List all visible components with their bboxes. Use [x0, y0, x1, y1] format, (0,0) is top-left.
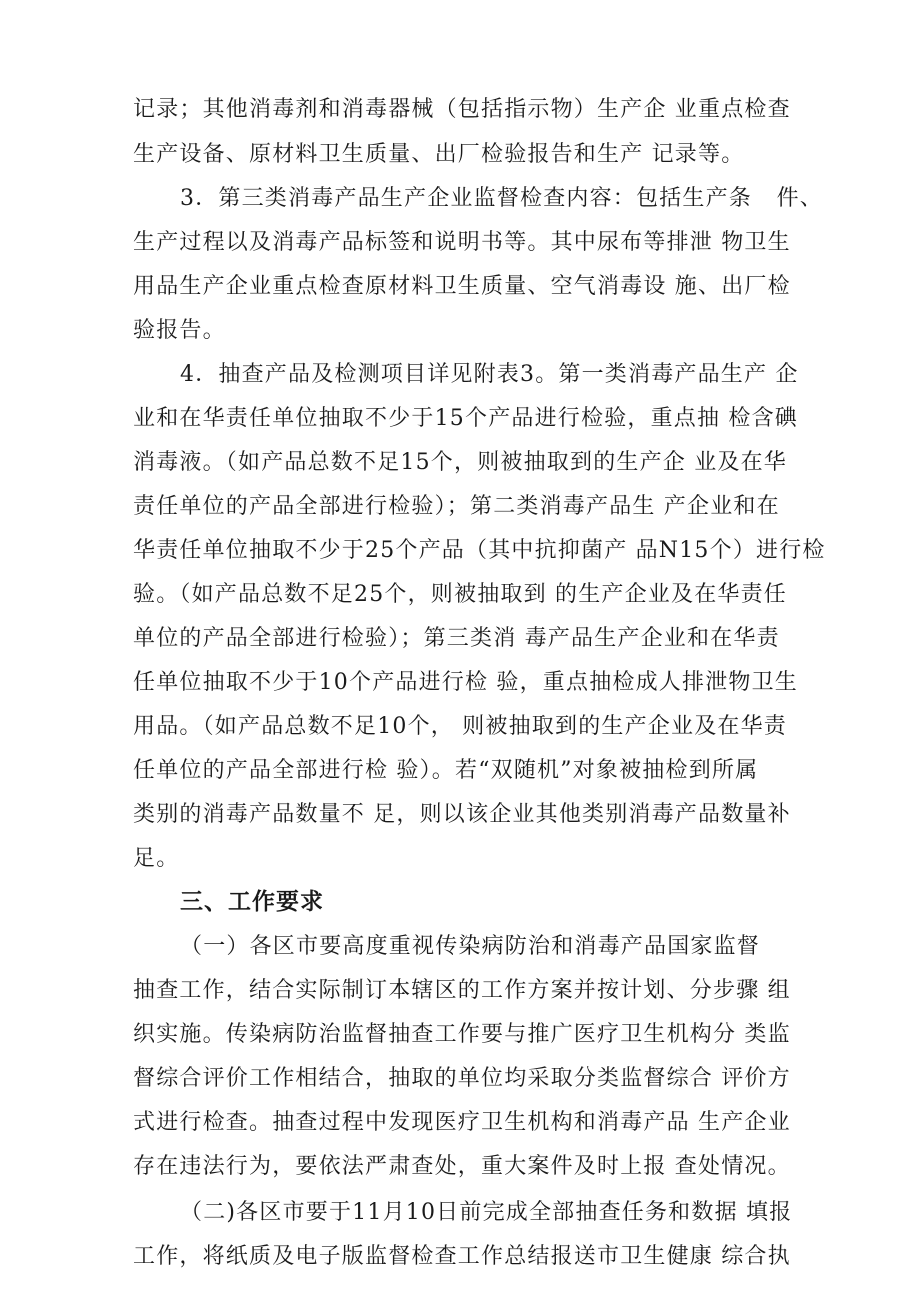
paragraph-line: 类别的消毒产品数量不 足，则以该企业其他类别消毒产品数量补 — [133, 802, 791, 827]
paragraph-line: 织实施。传染病防治监督抽查工作要与推广医疗卫生机构分 类监 — [133, 1022, 791, 1047]
paragraph-line: 足。 — [133, 846, 180, 871]
paragraph-line: 督综合评价工作相结合，抽取的单位均采取分类监督综合 评价方 — [133, 1066, 791, 1091]
paragraph-line: 3．第三类消毒产品生产企业监督检查内容：包括生产条 件、 — [180, 186, 823, 211]
paragraph-line: 单位的产品全部进行检验）；第三类消 毒产品生产企业和在华责 — [133, 626, 780, 651]
paragraph-line: （二)各区市要于11月10日前完成全部抽查任务和数据 填报 — [180, 1200, 793, 1225]
paragraph-line: 任单位的产品全部进行检 验）。若“双随机”对象被抽检到所属 — [133, 758, 759, 783]
paragraph-line: 4．抽查产品及检测项目详见附表3。第一类消毒产品生产 企 — [180, 362, 799, 387]
paragraph-line: 业和在华责任单位抽取不少于15个产品进行检验，重点抽 检含碘 — [133, 406, 798, 431]
paragraph-line: （一）各区市要高度重视传染病防治和消毒产品国家监督 — [180, 934, 761, 959]
paragraph-line: 抽查工作，结合实际制订本辖区的工作方案并按计划、分步骤 组 — [133, 978, 791, 1003]
paragraph-line: 责任单位的产品全部进行检验）；第二类消毒产品生 产企业和在 — [133, 494, 780, 519]
paragraph-line: 任单位抽取不少于10个产品进行检 验，重点抽检成人排泄物卫生 — [133, 670, 798, 695]
paragraph-line: 华责任单位抽取不少于25个产品（其中抗抑菌产 品N15个）进行检 — [133, 538, 826, 563]
paragraph-line: 工作，将纸质及电子版监督检查工作总结报送市卫生健康 综合执 — [133, 1244, 791, 1269]
paragraph-line: 生产过程以及消毒产品标签和说明书等。其中尿布等排泄 物卫生 — [133, 230, 791, 255]
paragraph-line: 用品生产企业重点检查原材料卫生质量、空气消毒设 施、出厂检 — [133, 274, 791, 299]
paragraph-line: 验。（如产品总数不足25个，则被抽取到 的生产企业及在华责任 — [133, 582, 787, 607]
paragraph-line: 用品。（如产品总数不足10个， 则被抽取到的生产企业及在华责 — [133, 714, 787, 739]
paragraph-line: 存在违法行为，要依法严肃查处，重大案件及时上报 查处情况。 — [133, 1154, 791, 1179]
paragraph-line: 式进行检查。抽查过程中发现医疗卫生机构和消毒产品 生产企业 — [133, 1110, 791, 1135]
paragraph-line: 生产设备、原材料卫生质量、出厂检验报告和生产 记录等。 — [133, 142, 745, 167]
paragraph-line: 记录；其他消毒剂和消毒器械（包括指示物）生产企 业重点检查 — [133, 97, 791, 122]
paragraph-line: 消毒液。（如产品总数不足15个，则被抽取到的生产企 业及在华 — [133, 450, 787, 475]
paragraph-line: 验报告。 — [133, 318, 226, 343]
section-heading: 三、工作要求 — [180, 889, 324, 915]
